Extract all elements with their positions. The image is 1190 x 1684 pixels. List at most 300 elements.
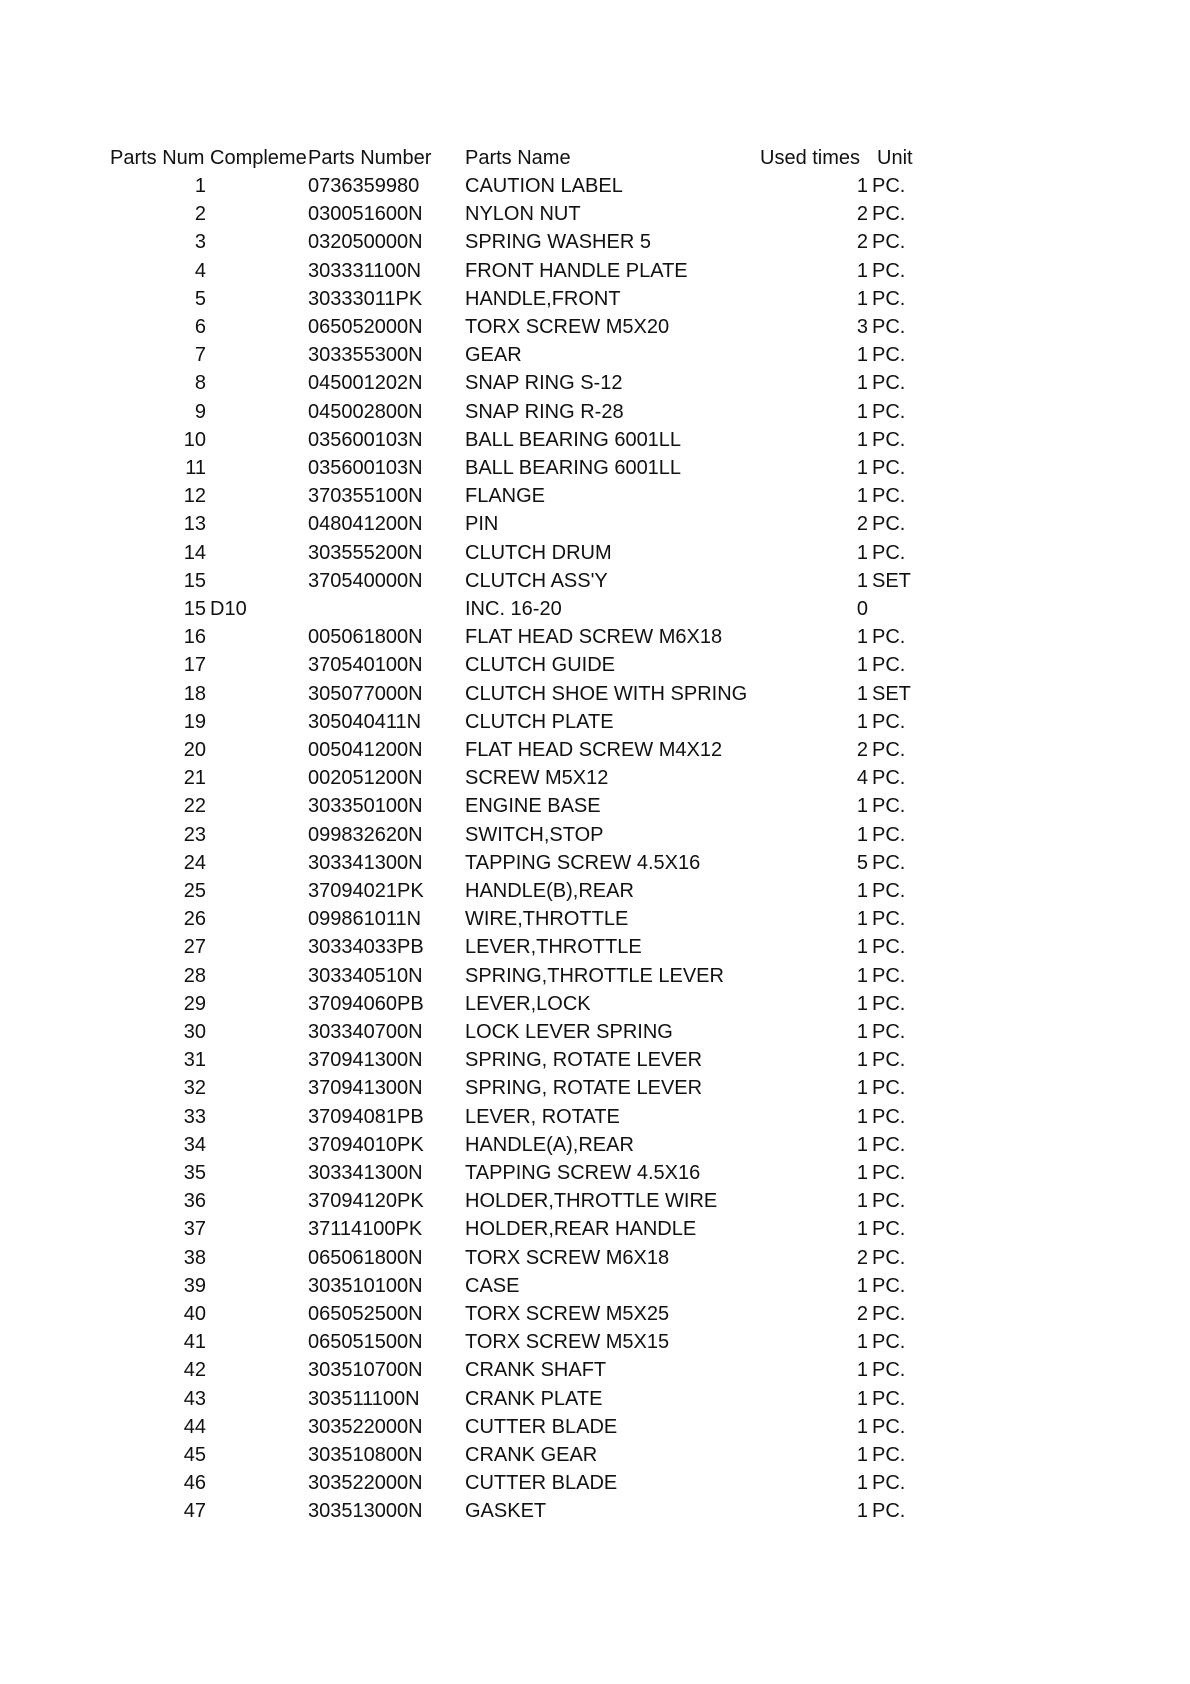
cell-parts-num: 26 — [183, 908, 206, 931]
cell-parts-number: 30334033PB — [308, 936, 424, 959]
cell-parts-number: 37094120PK — [308, 1190, 424, 1213]
cell-parts-number: 045001202N — [308, 372, 423, 395]
cell-parts-number: 37094081PB — [308, 1105, 424, 1128]
cell-complement — [210, 1328, 280, 1356]
cell-parts-name: SPRING, ROTATE LEVER — [465, 1077, 703, 1100]
cell-parts-num: 30 — [183, 1021, 206, 1043]
cell-parts-num: 19 — [183, 710, 206, 733]
cell-used-times: 1 — [856, 710, 868, 733]
cell-unit: PC. — [872, 823, 906, 846]
cell-parts-number: 303510800N — [308, 1444, 423, 1466]
cell-parts-number: 303340700N — [308, 1021, 423, 1043]
cell-complement — [210, 228, 280, 256]
cell-parts-name: CLUTCH DRUM — [465, 541, 612, 564]
cell-parts-num: 37 — [183, 1218, 206, 1241]
cell-unit: PC. — [872, 1444, 906, 1466]
cell-used-times: 0 — [856, 598, 868, 620]
table-row — [0, 482, 1190, 510]
table-row — [0, 595, 1190, 623]
cell-used-times: 1 — [856, 1049, 868, 1072]
cell-parts-name: HANDLE(A),REAR — [465, 1133, 634, 1156]
cell-used-times: 1 — [856, 654, 868, 677]
cell-unit: PC. — [872, 654, 906, 677]
table-row — [0, 285, 1190, 313]
cell-used-times: 1 — [856, 626, 868, 649]
cell-used-times: 1 — [856, 992, 868, 1015]
cell-parts-name: TORX SCREW M6X18 — [465, 1246, 670, 1269]
cell-used-times: 1 — [856, 569, 868, 592]
cell-parts-name: SPRING,THROTTLE LEVER — [465, 964, 724, 987]
table-row — [0, 454, 1190, 482]
cell-parts-name: FRONT HANDLE PLATE — [465, 259, 688, 282]
cell-parts-name: HANDLE,FRONT — [465, 287, 621, 310]
cell-complement — [210, 680, 280, 708]
cell-used-times: 1 — [856, 1133, 868, 1156]
cell-parts-name: SPRING, ROTATE LEVER — [465, 1049, 703, 1072]
table-row — [0, 1159, 1190, 1187]
cell-unit: PC. — [872, 1162, 906, 1184]
cell-used-times: 1 — [856, 1162, 868, 1184]
cell-used-times: 1 — [856, 344, 868, 367]
cell-complement — [210, 1046, 280, 1074]
cell-parts-num: 31 — [183, 1049, 206, 1072]
cell-parts-number: 303341300N — [308, 851, 423, 874]
cell-parts-number: 303340510N — [308, 964, 423, 987]
cell-parts-name: HANDLE(B),REAR — [465, 880, 634, 902]
cell-used-times: 1 — [856, 1274, 868, 1297]
cell-parts-num: 17 — [183, 654, 206, 677]
cell-parts-num: 6 — [194, 316, 206, 338]
cell-used-times: 1 — [856, 936, 868, 959]
cell-parts-num: 11 — [185, 457, 206, 479]
cell-parts-name: GASKET — [465, 1500, 547, 1523]
cell-complement — [210, 1272, 280, 1300]
table-row — [0, 1328, 1190, 1356]
cell-parts-name: CLUTCH ASS'Y — [465, 569, 608, 592]
cell-unit: SET — [872, 569, 911, 592]
table-row — [0, 792, 1190, 820]
cell-parts-number: 045002800N — [308, 400, 423, 423]
cell-parts-num: 21 — [183, 767, 206, 790]
cell-unit: PC. — [872, 1274, 906, 1297]
cell-unit: PC. — [872, 457, 906, 479]
cell-complement — [210, 482, 280, 510]
cell-complement — [210, 1497, 280, 1525]
cell-parts-number: 065051500N — [308, 1331, 423, 1354]
cell-unit: PC. — [872, 1359, 906, 1382]
cell-unit: PC. — [872, 513, 906, 536]
cell-used-times: 1 — [856, 1415, 868, 1438]
table-row — [0, 341, 1190, 369]
table-row — [0, 1244, 1190, 1272]
cell-parts-num: 47 — [183, 1500, 206, 1523]
table-row — [0, 257, 1190, 285]
cell-used-times: 1 — [856, 795, 868, 818]
cell-parts-number: 37094010PK — [308, 1133, 424, 1156]
cell-parts-num: 8 — [194, 372, 206, 395]
cell-parts-num: 36 — [183, 1190, 206, 1213]
table-row — [0, 398, 1190, 426]
cell-parts-number: 035600103N — [308, 428, 423, 451]
cell-complement — [210, 200, 280, 228]
cell-used-times: 1 — [856, 1331, 868, 1354]
cell-parts-name: HOLDER,REAR HANDLE — [465, 1218, 697, 1241]
cell-complement — [210, 341, 280, 369]
cell-complement — [210, 1300, 280, 1328]
cell-complement — [210, 172, 280, 200]
cell-parts-num: 10 — [183, 428, 206, 451]
cell-complement — [210, 567, 280, 595]
table-row — [0, 1300, 1190, 1328]
cell-parts-name: FLAT HEAD SCREW M6X18 — [465, 626, 723, 649]
cell-parts-num: 24 — [183, 851, 206, 874]
cell-used-times: 1 — [856, 1472, 868, 1495]
cell-used-times: 2 — [856, 203, 868, 226]
cell-parts-name: FLANGE — [465, 485, 546, 508]
cell-unit: PC. — [872, 1049, 906, 1072]
cell-used-times: 1 — [856, 457, 868, 479]
cell-parts-name: SPRING WASHER 5 — [465, 231, 651, 254]
cell-unit: PC. — [872, 936, 906, 959]
cell-unit: PC. — [872, 1218, 906, 1241]
cell-complement — [210, 764, 280, 792]
cell-unit: PC. — [872, 626, 906, 649]
cell-used-times: 1 — [856, 400, 868, 423]
cell-unit: PC. — [872, 316, 906, 338]
cell-complement — [210, 510, 280, 538]
cell-parts-num: 9 — [194, 400, 206, 423]
cell-parts-name: CLUTCH GUIDE — [465, 654, 616, 677]
cell-unit — [872, 595, 952, 623]
cell-unit: PC. — [872, 739, 906, 761]
cell-used-times: 1 — [856, 823, 868, 846]
cell-used-times: 1 — [856, 1444, 868, 1466]
table-row — [0, 849, 1190, 877]
cell-complement — [210, 651, 280, 679]
cell-used-times: 4 — [856, 767, 868, 790]
cell-used-times: 3 — [856, 316, 868, 338]
cell-parts-number: 303510100N — [308, 1274, 423, 1297]
cell-parts-name: CLUTCH SHOE WITH SPRING — [465, 682, 748, 705]
cell-parts-num: 28 — [183, 964, 206, 987]
cell-parts-num: 2 — [194, 203, 206, 226]
cell-parts-num: 33 — [183, 1105, 206, 1128]
cell-parts-name: PIN — [465, 513, 499, 536]
cell-parts-num: 16 — [183, 626, 206, 649]
table-row — [0, 680, 1190, 708]
cell-unit: PC. — [872, 1387, 906, 1410]
table-row — [0, 1413, 1190, 1441]
cell-parts-name: CAUTION LABEL — [465, 175, 623, 197]
cell-complement — [210, 990, 280, 1018]
cell-unit: PC. — [872, 428, 906, 451]
cell-unit: PC. — [872, 1303, 906, 1325]
cell-parts-number: 303522000N — [308, 1472, 423, 1495]
cell-unit: PC. — [872, 1021, 906, 1043]
cell-unit: PC. — [872, 908, 906, 931]
cell-used-times: 2 — [856, 231, 868, 254]
cell-parts-number: 303513000N — [308, 1500, 423, 1523]
cell-used-times: 2 — [856, 1246, 868, 1269]
cell-parts-name: CLUTCH PLATE — [465, 710, 614, 733]
cell-complement — [210, 1244, 280, 1272]
table-row — [0, 877, 1190, 905]
header-parts-name: Parts Name — [465, 147, 571, 169]
table-row — [0, 1018, 1190, 1046]
cell-complement — [210, 849, 280, 877]
cell-parts-name: SWITCH,STOP — [465, 823, 604, 846]
cell-unit: PC. — [872, 1415, 906, 1438]
table-row — [0, 313, 1190, 341]
cell-parts-number: 37094021PK — [308, 880, 424, 902]
cell-parts-num: 35 — [183, 1162, 206, 1184]
table-row — [0, 1187, 1190, 1215]
table-row — [0, 821, 1190, 849]
table-row — [0, 1272, 1190, 1300]
cell-complement — [210, 1469, 280, 1497]
table-row — [0, 708, 1190, 736]
cell-used-times: 1 — [856, 1500, 868, 1523]
cell-parts-num: 13 — [183, 513, 206, 536]
cell-unit: PC. — [872, 1472, 906, 1495]
cell-parts-number: 37094060PB — [308, 992, 424, 1015]
cell-used-times: 1 — [856, 1021, 868, 1043]
header-used-times: Used times — [760, 147, 861, 169]
cell-complement — [210, 877, 280, 905]
cell-unit: PC. — [872, 1331, 906, 1354]
cell-parts-number: 370540100N — [308, 654, 423, 677]
table-row — [0, 1385, 1190, 1413]
cell-used-times: 1 — [856, 1190, 868, 1213]
cell-parts-name: GEAR — [465, 344, 522, 367]
cell-unit: PC. — [872, 344, 906, 367]
cell-used-times: 1 — [856, 1077, 868, 1100]
cell-used-times: 1 — [856, 682, 868, 705]
cell-parts-name: INC. 16-20 — [465, 598, 562, 620]
cell-parts-num: 44 — [183, 1415, 206, 1438]
cell-unit: PC. — [872, 1133, 906, 1156]
cell-complement — [210, 792, 280, 820]
table-row — [0, 905, 1190, 933]
cell-parts-num: 12 — [183, 485, 206, 508]
cell-parts-name: SNAP RING S-12 — [465, 372, 623, 395]
cell-complement — [210, 708, 280, 736]
cell-parts-name: ENGINE BASE — [465, 795, 601, 818]
cell-parts-name: CUTTER BLADE — [465, 1472, 618, 1495]
cell-parts-num: 27 — [183, 936, 206, 959]
cell-parts-name: FLAT HEAD SCREW M4X12 — [465, 739, 723, 761]
cell-used-times: 1 — [856, 1387, 868, 1410]
cell-complement — [210, 285, 280, 313]
cell-used-times: 2 — [856, 1303, 868, 1325]
cell-complement — [210, 962, 280, 990]
cell-used-times: 1 — [856, 1218, 868, 1241]
header-row — [0, 144, 1190, 172]
table-row — [0, 200, 1190, 228]
cell-complement — [210, 1356, 280, 1384]
cell-complement: D10 — [210, 598, 247, 620]
table-row — [0, 1215, 1190, 1243]
cell-complement — [210, 1215, 280, 1243]
cell-used-times: 5 — [856, 851, 868, 874]
cell-complement — [210, 736, 280, 764]
cell-parts-number: 305040411N — [308, 710, 422, 733]
cell-parts-number: 005041200N — [308, 739, 423, 761]
cell-parts-number: 099861011N — [308, 908, 422, 931]
table-row — [0, 1103, 1190, 1131]
cell-unit: PC. — [872, 259, 906, 282]
cell-used-times: 1 — [856, 372, 868, 395]
cell-parts-num: 15 — [183, 598, 206, 620]
cell-parts-number: 065061800N — [308, 1246, 423, 1269]
cell-parts-name: TORX SCREW M5X15 — [465, 1331, 670, 1354]
table-row — [0, 1131, 1190, 1159]
cell-unit: PC. — [872, 1105, 906, 1128]
cell-parts-number: 303522000N — [308, 1415, 423, 1438]
cell-parts-num: 7 — [194, 344, 206, 367]
cell-parts-number: 030051600N — [308, 203, 423, 226]
table-row — [0, 962, 1190, 990]
cell-parts-number: 303341300N — [308, 1162, 423, 1184]
cell-used-times: 1 — [856, 287, 868, 310]
table-row — [0, 172, 1190, 200]
table-row — [0, 651, 1190, 679]
cell-parts-num: 46 — [183, 1472, 206, 1495]
cell-parts-num: 1 — [194, 175, 206, 197]
cell-unit: PC. — [872, 964, 906, 987]
cell-parts-number: 002051200N — [308, 767, 423, 790]
cell-complement — [210, 313, 280, 341]
cell-complement — [210, 257, 280, 285]
cell-complement — [210, 369, 280, 397]
cell-complement — [210, 1385, 280, 1413]
cell-parts-name: LEVER,THROTTLE — [465, 936, 642, 959]
cell-used-times: 1 — [856, 485, 868, 508]
table-row — [0, 1074, 1190, 1102]
cell-parts-number: 0736359980 — [308, 175, 420, 197]
cell-parts-name: CRANK PLATE — [465, 1387, 603, 1410]
cell-parts-number: 37114100PK — [308, 1218, 423, 1241]
cell-parts-name: TAPPING SCREW 4.5X16 — [465, 1162, 701, 1184]
cell-used-times: 1 — [856, 964, 868, 987]
table-row — [0, 990, 1190, 1018]
cell-unit: PC. — [872, 541, 906, 564]
cell-complement — [210, 426, 280, 454]
header-parts-num: Parts Num — [110, 147, 205, 169]
cell-unit: PC. — [872, 767, 906, 790]
cell-unit: PC. — [872, 710, 906, 733]
cell-parts-number — [308, 595, 458, 623]
cell-complement — [210, 1131, 280, 1159]
cell-parts-num: 25 — [183, 880, 206, 902]
cell-complement — [210, 933, 280, 961]
cell-parts-number: 303350100N — [308, 795, 423, 818]
cell-parts-num: 45 — [183, 1444, 206, 1466]
cell-used-times: 2 — [856, 739, 868, 761]
cell-parts-num: 4 — [194, 259, 206, 282]
cell-unit: PC. — [872, 880, 906, 902]
cell-unit: PC. — [872, 203, 906, 226]
cell-parts-name: LEVER, ROTATE — [465, 1105, 620, 1128]
cell-unit: PC. — [872, 372, 906, 395]
cell-used-times: 1 — [856, 541, 868, 564]
cell-parts-name: LOCK LEVER SPRING — [465, 1021, 673, 1043]
cell-used-times: 1 — [856, 259, 868, 282]
cell-parts-num: 43 — [183, 1387, 206, 1410]
cell-parts-num: 38 — [183, 1246, 206, 1269]
cell-parts-num: 5 — [194, 287, 206, 310]
cell-complement — [210, 1413, 280, 1441]
cell-complement — [210, 905, 280, 933]
cell-parts-num: 22 — [183, 795, 206, 818]
cell-parts-number: 048041200N — [308, 513, 423, 536]
header-unit: Unit — [877, 147, 913, 169]
cell-unit: PC. — [872, 400, 906, 423]
cell-parts-name: LEVER,LOCK — [465, 992, 591, 1015]
cell-parts-num: 40 — [183, 1303, 206, 1325]
cell-parts-number: 065052500N — [308, 1303, 423, 1325]
cell-parts-num: 39 — [183, 1274, 206, 1297]
cell-parts-num: 32 — [183, 1077, 206, 1100]
cell-parts-name: SCREW M5X12 — [465, 767, 609, 790]
cell-unit: PC. — [872, 795, 906, 818]
cell-complement — [210, 1159, 280, 1187]
cell-complement — [210, 1074, 280, 1102]
table-row — [0, 510, 1190, 538]
cell-parts-number: 035600103N — [308, 457, 423, 479]
cell-parts-number: 370540000N — [308, 569, 423, 592]
cell-unit: PC. — [872, 851, 906, 874]
cell-parts-number: 303555200N — [308, 541, 423, 564]
cell-parts-name: SNAP RING R-28 — [465, 400, 624, 423]
cell-parts-num: 23 — [183, 823, 206, 846]
cell-parts-num: 14 — [183, 541, 206, 564]
table-row — [0, 933, 1190, 961]
table-row — [0, 1497, 1190, 1525]
table-row — [0, 1441, 1190, 1469]
cell-complement — [210, 623, 280, 651]
cell-unit: PC. — [872, 1246, 906, 1269]
table-row — [0, 228, 1190, 256]
table-row — [0, 736, 1190, 764]
cell-parts-name: NYLON NUT — [465, 203, 581, 226]
cell-used-times: 1 — [856, 175, 868, 197]
cell-complement — [210, 398, 280, 426]
cell-parts-name: BALL BEARING 6001LL — [465, 428, 682, 451]
cell-complement — [210, 821, 280, 849]
table-row — [0, 369, 1190, 397]
cell-parts-num: 15 — [183, 569, 206, 592]
cell-parts-name: CRANK SHAFT — [465, 1359, 607, 1382]
table-row — [0, 764, 1190, 792]
cell-parts-name: CUTTER BLADE — [465, 1415, 618, 1438]
cell-used-times: 1 — [856, 880, 868, 902]
cell-parts-number: 032050000N — [308, 231, 423, 254]
cell-parts-number: 303331100N — [308, 259, 422, 282]
header-parts-number: Parts Number — [308, 147, 432, 169]
table-row — [0, 426, 1190, 454]
cell-parts-number: 303510700N — [308, 1359, 423, 1382]
cell-used-times: 1 — [856, 908, 868, 931]
cell-parts-num: 20 — [183, 739, 206, 761]
cell-parts-num: 34 — [183, 1133, 206, 1156]
table-row — [0, 567, 1190, 595]
cell-complement — [210, 1187, 280, 1215]
cell-used-times: 2 — [856, 513, 868, 536]
cell-parts-number: 305077000N — [308, 682, 423, 705]
cell-complement — [210, 1018, 280, 1046]
cell-parts-number: 303511100N — [308, 1387, 420, 1410]
